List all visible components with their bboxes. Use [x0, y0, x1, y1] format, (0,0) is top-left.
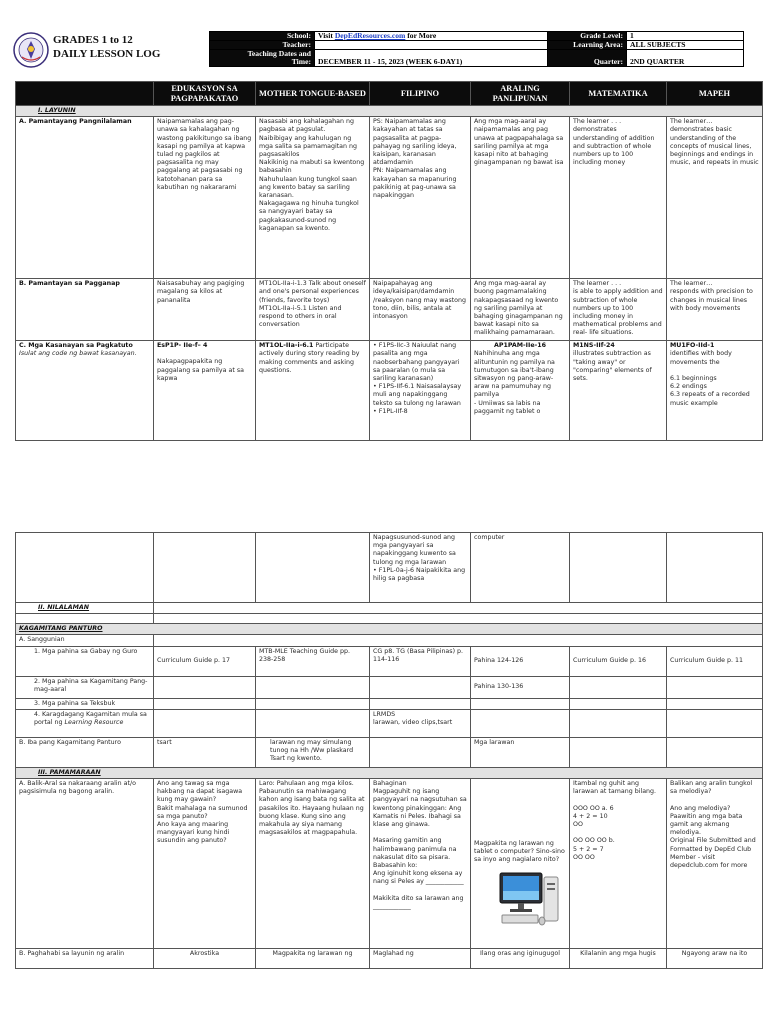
teksbuk-label: 3. Mga pahina sa Teksbuk — [16, 698, 154, 709]
kag-mtb — [256, 676, 370, 698]
cell-esp-b: Naisasabuhay ang pagiging magalang sa kilos at pananalita — [154, 279, 256, 341]
iba-mapeh — [667, 737, 763, 767]
teks-math — [570, 698, 667, 709]
teks-filipino — [370, 698, 471, 709]
title-line-2: DAILY LESSON LOG — [53, 48, 161, 60]
ap-c-text: Nahihinuha ang mga alituntunin ng pamilya na tumutugon sa iba't-ibang sitwasyon ng pang-araw-araw na pamumuhay ng pamilya - Umiiwas sa labis na paggamit ng tablet o — [474, 350, 555, 415]
teaching-dates-value: DECEMBER 11 - 15, 2023 (WEEK 6-DAY1) — [315, 50, 548, 67]
deped-seal-icon — [13, 32, 49, 68]
visit-prefix: Visit — [318, 31, 335, 40]
gabay-ap: Pahina 124-126 — [471, 646, 570, 676]
cell-mtb-c — [256, 341, 370, 441]
kag-ap: Pahina 130-136 — [471, 676, 570, 698]
kar-ap — [471, 709, 570, 737]
kar-filipino — [370, 709, 471, 737]
lrmds-text: LRMDS — [373, 710, 396, 718]
quarter-value: 2ND QUARTER — [627, 50, 744, 67]
column-header-math: MATEMATIKA — [570, 82, 667, 106]
iba-math — [570, 737, 667, 767]
kagamitang-mag-aaral-label: 2. Mga pahina sa Kagamitang Pang-mag-aaral — [16, 676, 154, 698]
column-header-esp: EDUKASYON SA PAGPAPAKATAO — [154, 82, 256, 106]
paghahabi-ap: Ilang oras ang iginugugol — [471, 949, 570, 969]
mtb-c-text: Participate actively during story reading by making comments and asking questions. — [259, 342, 360, 374]
section-layunin: I. LAYUNIN — [16, 106, 763, 117]
cont-esp-cell — [154, 533, 256, 603]
nilalaman-blank-label — [16, 614, 154, 624]
cell-filipino-a: PS: Naipamamalas ang kakayahan at tatas sa pagsasalita at pagpa-pahayag ng sariling ideya, kaisipan, karanasan atdamdamin PN: Naipamamalas ang kakayahan sa mapanuring pakikinig at pag-unawa sa napakinggan — [370, 117, 471, 279]
cell-filipino-c: • F1PS-IIc-3 Naiuulat nang pasalita ang mga naobserbahang pangyayari sa paaralan (o mula sa sariling karanasan) • F1PS-IIf-6.1 Naisasalaysay muli ang napakinggang teksto sa tulong ng larawan • F1PL-IIf-8 — [370, 341, 471, 441]
teks-esp — [154, 698, 256, 709]
teacher-label: Teacher: — [210, 41, 315, 50]
learning-area-value: ALL SUBJECTS — [627, 41, 744, 50]
cont-math-cell — [570, 533, 667, 603]
paghahabi-math: Kilalanin ang mga hugis — [570, 949, 667, 969]
cell-math-a: The learner . . . demonstrates understanding of addition and subtraction of whole numbers up to 100 including money — [570, 117, 667, 279]
math-code: M1NS-IIf-24 — [573, 342, 615, 350]
row-label-pamantayang-pangnilalaman: A. Pamantayang Pangnilalaman — [16, 117, 154, 279]
balik-mapeh: Balikan ang aralin tungkol sa melodiya? Ano ang melodiya? Paawitin ang mga bata gamit ang akmang melodiya. Original File Submitted and Formatted by DepEd Club Member - visit depedclub.com for more — [667, 779, 763, 949]
title-line-1: GRADES 1 to 12 — [53, 34, 133, 46]
nilalaman-content — [154, 603, 763, 614]
paghahabi-filipino: Maglahad ng — [370, 949, 471, 969]
teacher-value — [315, 41, 548, 50]
column-header-mapeh: MAPEH — [667, 82, 763, 106]
learning-area-label: Learning Area: — [548, 41, 627, 50]
cell-mapeh-a: The learner… demonstrates basic understanding of the concepts of musical lines, beginnings and endings in music, and repeats in music — [667, 117, 763, 279]
visit-suffix: for More — [405, 31, 437, 40]
teks-mapeh — [667, 698, 763, 709]
cont-label-cell — [16, 533, 154, 603]
iba-ap: Mga larawan — [471, 737, 570, 767]
kasanayan-sublabel: Isulat ang code ng bawat kasanayan. — [19, 350, 137, 358]
mtb-code: MT1OL-IIa-i-6.1 — [259, 342, 314, 350]
sanggunian-blank — [154, 635, 763, 646]
dates-label-2: Time: — [291, 57, 311, 66]
gabay-mtb: MTB-MLE Teaching Guide pp. 238-258 — [256, 646, 370, 676]
section-pamamaraan: III. PAMAMARAAN — [16, 767, 763, 778]
cell-ap-b: Ang mga mag-aaral ay buong pagmamalaking nakapagsasaad ng kwento ng sariling pamilya at bahaging ginagampanan ng bawat kasapi nito sa malikhaing pamamaraan. — [471, 279, 570, 341]
kag-esp — [154, 676, 256, 698]
kag-filipino — [370, 676, 471, 698]
ap-code: AP1PAM-IIe-16 — [494, 342, 546, 350]
lesson-table-page-1 — [15, 81, 763, 441]
gabay-esp: Curriculum Guide p. 17 — [154, 646, 256, 676]
esp-c-text: Nakapagpapakita ng paggalang sa pamilya at sa kapwa — [157, 358, 244, 382]
balik-math: Itambal ng guhit ang larawan at tamang bilang. OOO OO a. 6 4 + 2 = 10 OO OO OO OO b. 5 + 2 = 7 OO OO — [570, 779, 667, 949]
balik-esp: Ano ang tawag sa mga hakbang na dapat isagawa kung may gawain? Bakit mahalaga na sumunod sa mga panuto? Ano kaya ang maaring mangyayari kung hindi susundin ang panuto? — [154, 779, 256, 949]
esp-code: EsP1P- IIe-f– 4 — [157, 342, 208, 350]
cell-mtb-a: Nasasabi ang kahalagahan ng pagbasa at pagsulat. Naibibigay ang kahulugan ng mga salita sa pamamagitan ng pagsasakilos Nakikinig na mabuti sa kwentong babasahin Nahuhulaan kung tungkol saan ang kwento batay sa sariling karanasan. Nakagagawa ng hinuha tungkol sa nangyayari batay sa pagkakasunod-sunod ng kaganapan sa kwento. — [256, 117, 370, 279]
cell-math-b: The learner . . . is able to apply addition and subtraction of whole numbers up to 100 including money in mathematical problems and real- life situations. — [570, 279, 667, 341]
karagdagan-text: 4. Karagdagang Kagamitan mula sa portal ng — [34, 710, 147, 727]
school-value — [315, 32, 548, 41]
cell-esp-c — [154, 341, 256, 441]
teks-ap — [471, 698, 570, 709]
nilalaman-blank — [154, 614, 763, 624]
corner-header-cell — [16, 82, 154, 106]
iba-filipino — [370, 737, 471, 767]
header-info-table — [209, 31, 744, 67]
karagdagan-label — [16, 709, 154, 737]
depedresources-link[interactable]: DepEdResources.com — [334, 31, 406, 40]
kar-math — [570, 709, 667, 737]
school-label: School: — [210, 32, 315, 41]
kag-mapeh — [667, 676, 763, 698]
section-kagamitang-panturo: KAGAMITANG PANTURO — [16, 624, 763, 635]
cell-math-c — [570, 341, 667, 441]
row-label-mga-kasanayan — [16, 341, 154, 441]
karagdagan-em: Learning Resource — [64, 719, 124, 727]
teaching-dates-label — [210, 50, 315, 67]
row-label-pamantayan-sa-pagganap: B. Pamantayan sa Pagganap — [16, 279, 154, 341]
column-header-filipino: FILIPINO — [370, 82, 471, 106]
gabay-guro-label: 1. Mga pahina sa Gabay ng Guro — [16, 646, 154, 676]
paghahabi-label: B. Paghahabi sa layunin ng aralin — [16, 949, 154, 969]
section-nilalaman: II. NILALAMAN — [16, 603, 154, 614]
cell-filipino-b: Naipapahayag ang ideya/kaisipan/damdamin /reaksyon nang may wastong tono, diin, bilis, antala at intonasyon — [370, 279, 471, 341]
cell-mtb-b — [256, 279, 370, 341]
kag-math — [570, 676, 667, 698]
cell-mapeh-c — [667, 341, 763, 441]
balik-filipino: Bahaginan Magpaguhit ng isang pangyayari na nagsutuhan sa kwentong pinakinggan: Ang Kamatis ni Peles. Ibahagi sa klase ang ginawa. Masaring gamitin ang halimbawang panimula na nakasulat dito sa pisara. Babasahin ko: Ang iginuhit kong eksena ay nang si Peles ay ____________ Makikita dito sa larawan ang ____________ — [370, 779, 471, 949]
iba-label: B. Iba pang Kagamitang Panturo — [16, 737, 154, 767]
cell-ap-c — [471, 341, 570, 441]
kasanayan-label: C. Mga Kasanayan sa Pagkatuto — [19, 342, 133, 350]
iba-esp: tsart — [154, 737, 256, 767]
paghahabi-mapeh: Ngayong araw na ito — [667, 949, 763, 969]
sanggunian-label: A. Sanggunian — [16, 635, 154, 646]
mtb-b-text: MT1OL-IIa-i-1.3 Talk about oneself and one's personal experiences (friends, favorite toys) MT1OL-IIa-i-5.1 Listen and respond to others in oral conversation — [259, 280, 366, 329]
kar-mtb — [256, 709, 370, 737]
mapeh-c-text: identifies with body movements the 6.1 beginnings 6.2 endings 6.3 repeats of a recorded music example — [670, 350, 750, 407]
gabay-math: Curriculum Guide p. 16 — [570, 646, 667, 676]
grade-level-label: Grade Level: — [548, 32, 627, 41]
cell-esp-a: Naipamamalas ang pag-unawa sa kahalagahan ng wastong pakikitungo sa ibang kasapi ng pamilya at kapwa tulad ng pagkilos at pagsasalita ng may paggalang at pagsasabi ng katotohanan para sa kabutihan ng nakararami — [154, 117, 256, 279]
iba-filipino-top: larawan, video clips,tsart — [373, 719, 453, 727]
column-header-mtb: MOTHER TONGUE-BASED — [256, 82, 370, 106]
mapeh-code: MU1FO-IId-1 — [670, 342, 715, 350]
kar-esp — [154, 709, 256, 737]
grade-level-value: 1 — [627, 32, 744, 41]
cont-filipino-cell: Napagsusunod-sunod ang mga pangyayari sa napakinggang kuwento sa tulong ng mga larawan • F1PL-0a-j-6 Naipakikita ang hilig sa pagbasa — [370, 533, 471, 603]
math-c-text: illustrates subtraction as "taking away" or "comparing" elements of sets. — [573, 350, 652, 383]
balik-aral-label: A. Balik-Aral sa nakaraang aralin at/o pagsisimula ng bagong aralin. — [16, 779, 154, 949]
cont-ap-cell: computer — [471, 533, 570, 603]
cell-mapeh-b: The learner… responds with precision to changes in musical lines with body movements — [667, 279, 763, 341]
paghahabi-mtb: Magpakita ng larawan ng — [256, 949, 370, 969]
teks-mtb — [256, 698, 370, 709]
balik-ap-text: Magpakita ng larawan ng tablet o computer? Sino-sino sa inyo ang nagialaro nito? — [474, 840, 565, 864]
paghahabi-esp: Akrostika — [154, 949, 256, 969]
cell-ap-a: Ang mga mag-aaral ay naipamamalas ang pag unawa at pagpapahalaga sa sariling pamilya at mga kasapi nito at bahaging ginagampanan ng bawat isa — [471, 117, 570, 279]
quarter-label: Quarter: — [548, 50, 627, 67]
page-title — [53, 33, 160, 61]
cont-mtb-cell — [256, 533, 370, 603]
computer-icon — [498, 871, 560, 927]
gabay-filipino: CG p8. TG (Basa Pilipinas) p. 114-116 — [370, 646, 471, 676]
gabay-mapeh: Curriculum Guide p. 11 — [667, 646, 763, 676]
cont-mapeh-cell — [667, 533, 763, 603]
iba-mtb: larawan ng may simulang tunog na Hh /Ww plaskard Tsart ng kwento. — [256, 737, 370, 767]
balik-ap — [471, 779, 570, 949]
dates-label-1: Teaching Dates and — [247, 49, 311, 58]
balik-mtb: Laro: Pahulaan ang mga kilos. Pabaunutin sa mahiwagang kahon ang isang bata ng salita at pasakilos ito. Hayaang hulaan ng buong klase. Kung sino ang makahula ay siya namang magsasakilos at magpapahula. — [256, 779, 370, 949]
column-header-ap: ARALING PANLIPUNAN — [471, 82, 570, 106]
lesson-table-page-2 — [15, 532, 763, 969]
kar-mapeh — [667, 709, 763, 737]
